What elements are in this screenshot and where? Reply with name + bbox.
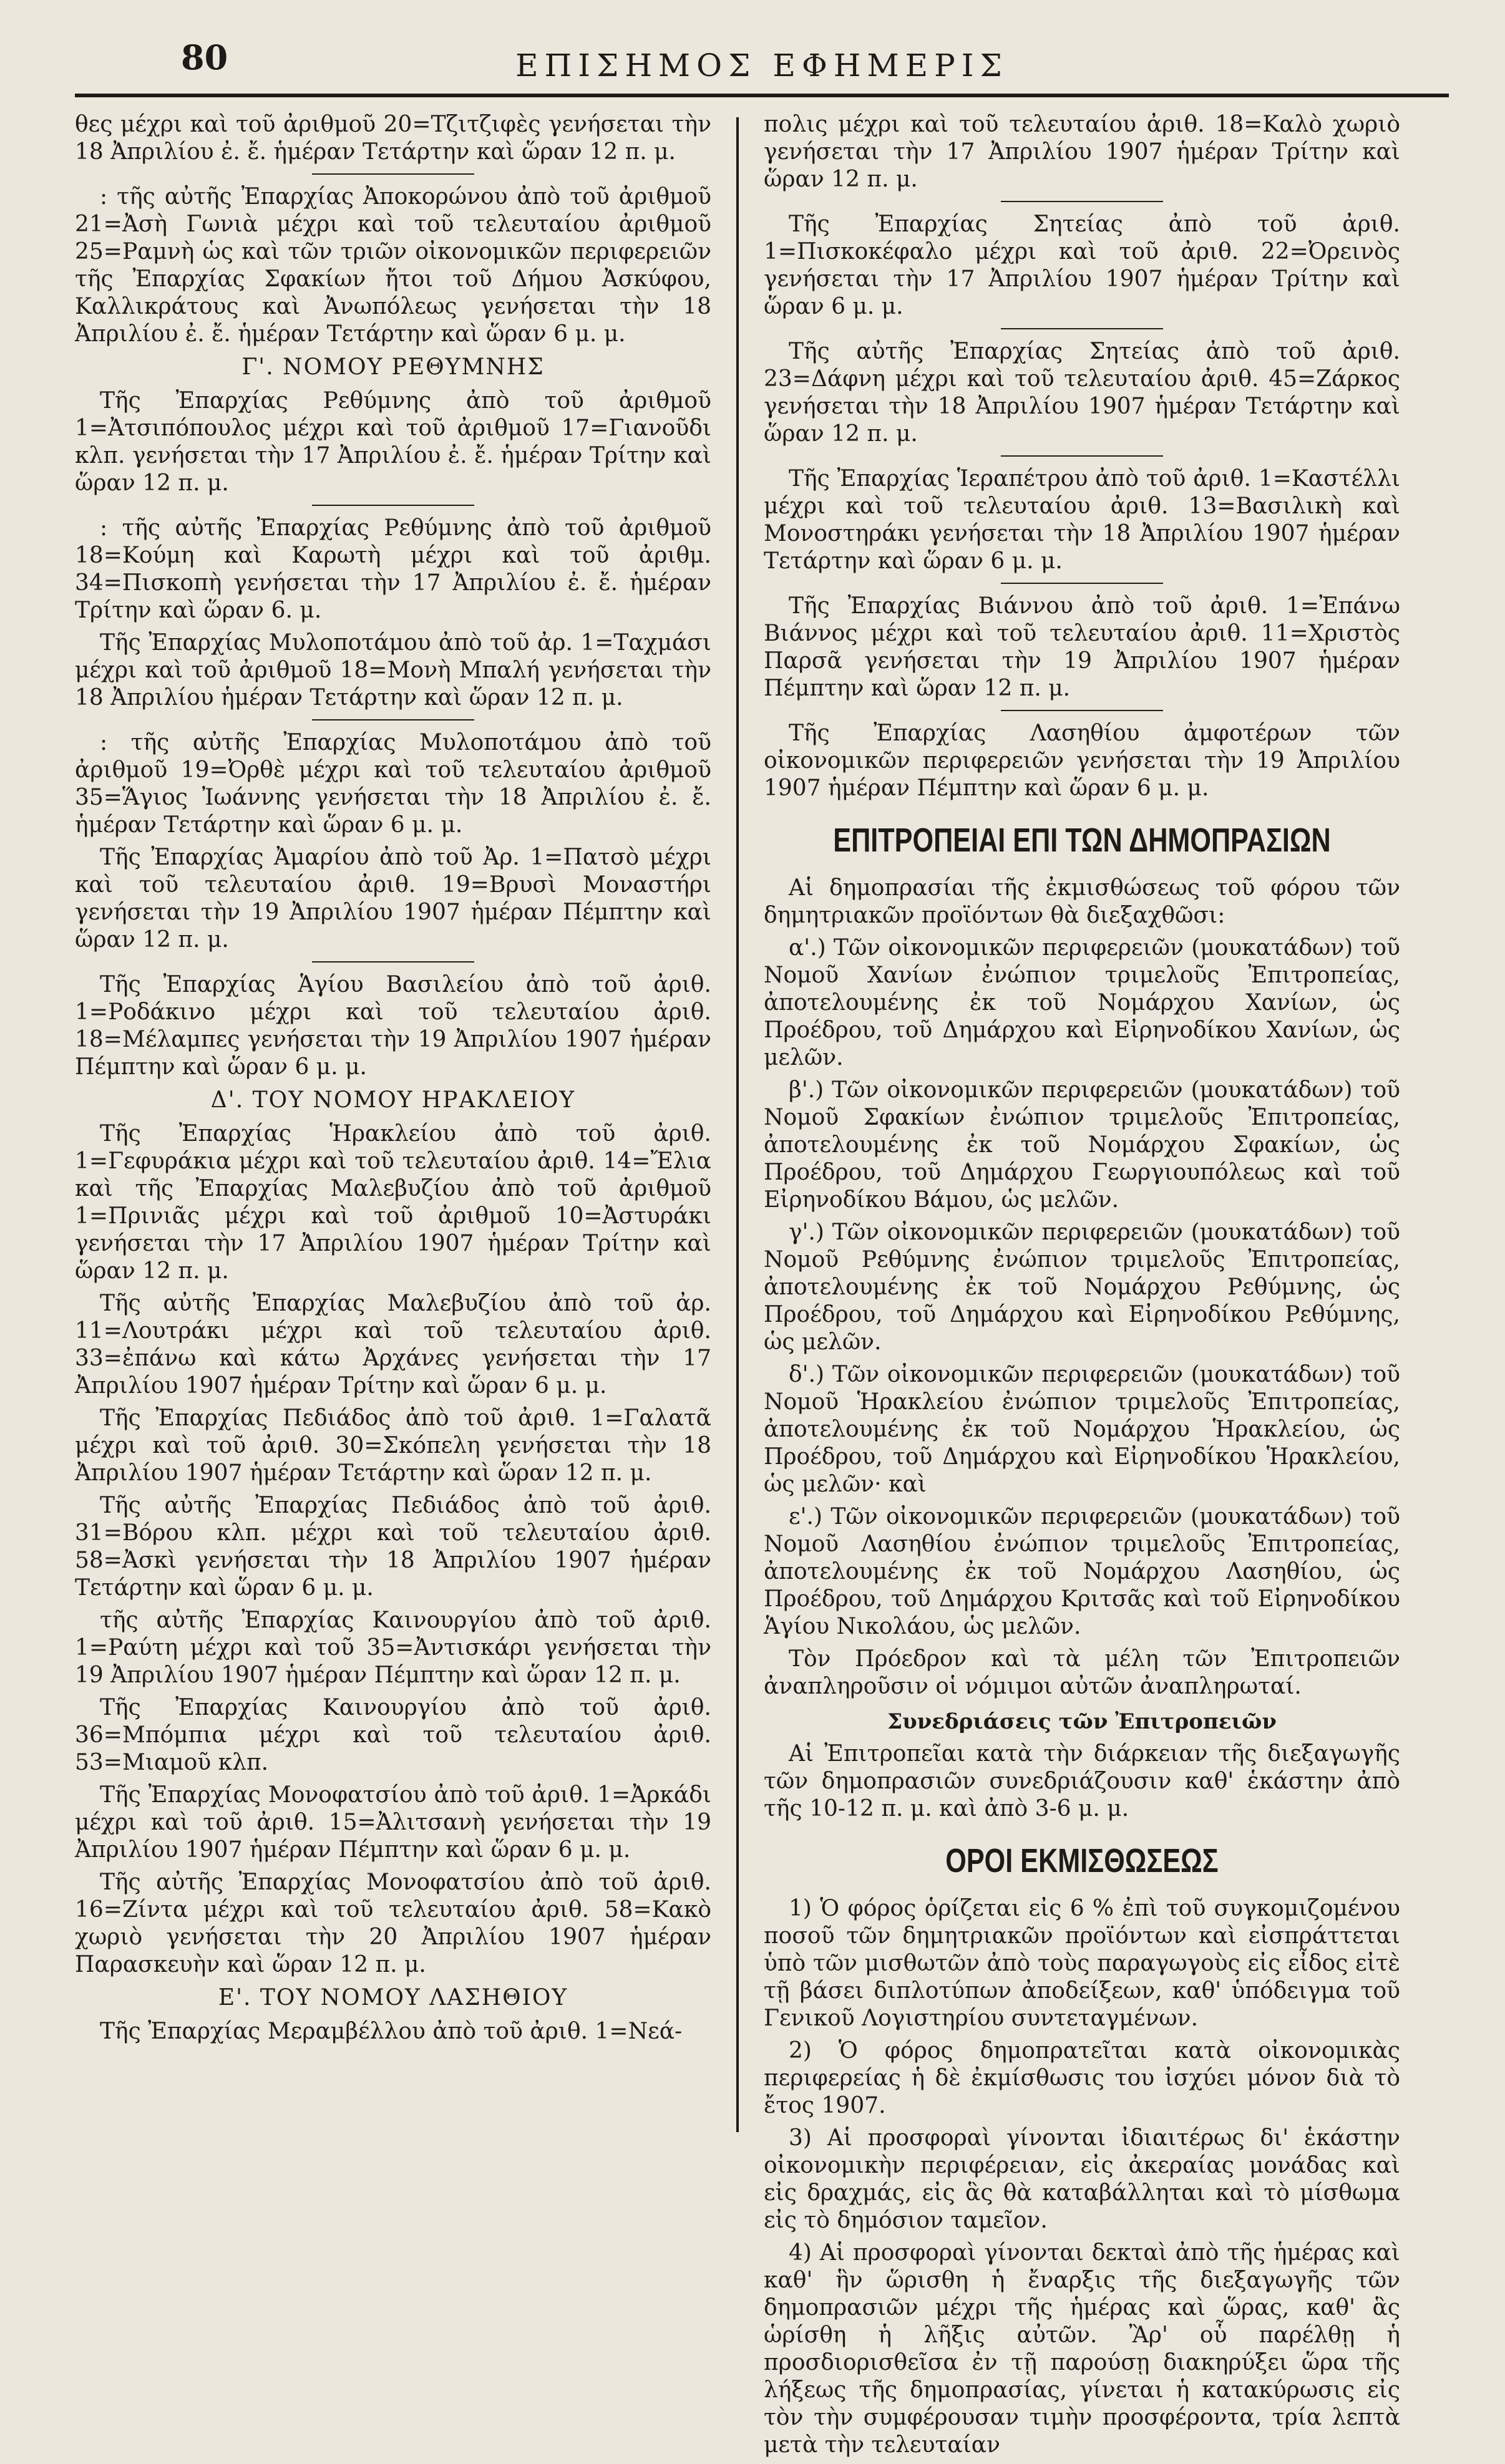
page-number: 80: [181, 37, 228, 77]
paragraph: Τῆς αὐτῆς Ἐπαρχίας Μονοφατσίου ἀπὸ τοῦ ἀριθ. 16=Ζίντα μέχρι καὶ τοῦ τελευταίου ἀριθ. 58=Κακὸ χωριὸ γενήσεται τὴν 20 Ἀπριλίου 1907 ἡμέραν Παρασκευὴν καὶ ὥραν 12 π. μ.: [75, 1870, 711, 1977]
page-header: [75, 25, 1449, 97]
paragraph: 1) Ὁ φόρος ὁρίζεται εἰς 6 % ἐπὶ τοῦ συγκομιζομένου ποσοῦ τῶν δημητριακῶν προϊόντων καὶ εἰσπράττεται ὑπὸ τῶν μισθωτῶν ἀπὸ τοὺς παραγωγοὺς εἰς εἶδος εἰτὲ τῇ βάσει διπλοτύπων ἀποδείξεων, καθ' ὑπόδειγμα τοῦ Γενικοῦ Λογιστηρίου συντεταγμένων.: [764, 1896, 1400, 2031]
paragraph: Τῆς Ἐπαρχίας Ἀμαρίου ἀπὸ τοῦ Ἀρ. 1=Πατσὸ μέχρι καὶ τοῦ τελευταίου ἀριθ. 19=Βρυσὶ Μοναστήρι γενήσεται τὴν 19 Ἀπριλίου 1907 ἡμέραν Πέμπτην καὶ ὥραν 12 π. μ.: [75, 845, 711, 953]
paragraph: Τῆς Ἐπαρχίας Καινουργίου ἀπὸ τοῦ ἀριθ. 36=Μπόμπια μέχρι καὶ τοῦ τελευταίου ἀριθ. 53=Μιαμοῦ κλπ.: [75, 1695, 711, 1775]
paragraph: 2) Ὁ φόρος δημοπρατεῖται κατὰ οἰκονομικὰς περιφερείας ἡ δὲ ἐκμίσθωσις του ἰσχύει μόνον διὰ τὸ ἔτος 1907.: [764, 2038, 1400, 2118]
separator: [312, 961, 474, 963]
separator: [312, 173, 474, 175]
paragraph: Αἱ δημοπρασίαι τῆς ἐκμισθώσεως τοῦ φόρου τῶν δημητριακῶν προϊόντων θὰ διεξαχθῶσι:: [764, 875, 1400, 928]
separator: [1001, 710, 1163, 711]
paragraph: Τῆς αὐτῆς Ἐπαρχίας Πεδιάδος ἀπὸ τοῦ ἀριθ. 31=Βόρου κλπ. μέχρι καὶ τοῦ τελευταίου ἀριθ. 58=Ἀσκὶ γενήσεται τὴν 18 Ἀπριλίου 1907 ἡμέραν Τετάρτην καὶ ὥραν 6 μ. μ.: [75, 1493, 711, 1601]
section-heading: Γ'. ΝΟΜΟΥ ΡΕΘΥΜΝΗΣ: [241, 354, 545, 380]
separator: [1001, 201, 1163, 202]
paragraph: Τὸν Πρόεδρον καὶ τὰ μέλη τῶν Ἐπιτροπειῶν ἀναπληροῦσιν οἱ νόμιμοι αὐτῶν ἀναπληρωταί.: [764, 1646, 1400, 1699]
separator: [1001, 455, 1163, 457]
paragraph: Τῆς Ἐπαρχίας Σητείας ἀπὸ τοῦ ἀριθ. 1=Πισκοκέφαλο μέχρι καὶ τοῦ ἀριθ. 22=Ὀρεινὸς γενήσεται τὴν 17 Ἀπριλίου 1907 ἡμέραν Τρίτην καὶ ὥραν 6 μ. μ.: [764, 211, 1400, 319]
paragraph: Τῆς Ἐπαρχίας Μονοφατσίου ἀπὸ τοῦ ἀριθ. 1=Ἀρκάδι μέχρι καὶ τοῦ ἀριθ. 15=Ἀλιτσανὴ γενήσεται τὴν 19 Ἀπριλίου 1907 ἡμέραν Πέμπτην καὶ ὥραν 6 μ. μ.: [75, 1782, 711, 1863]
section-heading: Ε'. ΤΟΥ ΝΟΜΟΥ ΛΑΣΗΘΙΟΥ: [218, 1985, 568, 2010]
separator: [312, 505, 474, 506]
paragraph: Τῆς Ἐπαρχίας Πεδιάδος ἀπὸ τοῦ ἀριθ. 1=Γαλατᾶ μέχρι καὶ τοῦ ἀριθ. 30=Σκόπελη γενήσεται τὴν 18 Ἀπριλίου 1907 ἡμέραν Τετάρτην καὶ ὥραν 12 π. μ.: [75, 1405, 711, 1486]
paragraph: 4) Αἱ προσφοραὶ γίνονται δεκταὶ ἀπὸ τῆς ἡμέρας καὶ καθ' ἣν ὥρισθη ἡ ἔναρξις τῆς διεξαγωγῆς τῶν δημοπρασιῶν μέχρι τῆς ἡμέρας καὶ ὥρας, καθ' ἃς ὡρίσθη ἡ λῆξις αὐτῶν. Ἂρ' οὗ παρέλθῃ ἡ προσδιορισθεῖσα ἐν τῇ παρούσῃ διακηρύξει ὥρα τῆς λήξεως τῆς δημοπρασίας, γίνεται ἡ κατακύρωσις εἰς τὸν τὴν συμφέρουσαν τιμὴν προσφέροντα, τρία λεπτὰ μετὰ τὴν τελευταίαν: [764, 2240, 1400, 2458]
section-title: ΕΠΙΤΡΟΠΕΙΑΙ ΕΠΙ ΤΩΝ ΔΗΜΟΠΡΑΣΙΩΝ: [833, 822, 1331, 859]
left-column: [75, 111, 736, 2464]
paragraph: γ'.) Τῶν οἰκονομικῶν περιφερειῶν (μουκατάδων) τοῦ Νομοῦ Ρεθύμνης ἐνώπιον τριμελοῦς Ἐπιτροπείας, ἀποτελουμένης ἐκ τοῦ Νομάρχου Ρεθύμνης, ὡς Προέδρου, τοῦ Δημάρχου καὶ Εἰρηνοδίκου Ρεθύμνης, ὡς μελῶν.: [764, 1220, 1400, 1355]
paragraph: β'.) Τῶν οἰκονομικῶν περιφερειῶν (μουκατάδων) τοῦ Νομοῦ Σφακίων ἐνώπιον τριμελοῦς Ἐπιτροπείας, ἀποτελουμένης ἐκ τοῦ Νομάρχου Σφακίων, ὡς Προέδρου, τοῦ Δημάρχου Γεωργιουπόλεως καὶ τοῦ Εἰρηνοδίκου Βάμου, ὡς μελῶν.: [764, 1077, 1400, 1213]
paragraph: Τῆς Ἐπαρχίας Ρεθύμνης ἀπὸ τοῦ ἀριθμοῦ 1=Ἀτσιπόπουλος μέχρι καὶ τοῦ ἀριθμοῦ 17=Γιανοῦδι κλπ. γενήσεται τὴν 17 Ἀπριλίου ἐ. ἔ. ἡμέραν Τρίτην καὶ ὥραν 12 π. μ.: [75, 388, 711, 496]
separator: [1001, 583, 1163, 584]
paragraph: 3) Αἱ προσφοραὶ γίνονται ἰδιαιτέρως δι' ἑκάστην οἰκονομικὴν περιφέρειαν, εἰς ἀκεραίας μονάδας καὶ εἰς δραχμάς, εἰς ἃς θὰ καταβάλληται καὶ τὸ μίσθωμα εἰς τὸ δημόσιον ταμεῖον.: [764, 2125, 1400, 2233]
paragraph: : τῆς αὐτῆς Ἐπαρχίας Ἀποκορώνου ἀπὸ τοῦ ἀριθμοῦ 21=Ἀσὴ Γωνιὰ μέχρι καὶ τοῦ τελευταίου ἀριθμοῦ 25=Ραμνὴ ὡς καὶ τῶν τριῶν οἰκονομικῶν περιφερειῶν τῆς Ἐπαρχίας Σφακίων ἤτοι τοῦ Δήμου Ἀσκύφου, Καλλικράτους καὶ Ἀνωπόλεως γενήσεται τὴν 18 Ἀπριλίου ἐ. ἔ. ἡμέραν Τετάρτην καὶ ὥραν 6 μ. μ.: [75, 184, 711, 347]
paragraph: Τῆς Ἐπαρχίας Μυλοποτάμου ἀπὸ τοῦ ἀρ. 1=Ταχμάσι μέχρι καὶ τοῦ ἀριθμοῦ 18=Μονὴ Μπαλή γενήσεται τὴν 18 Ἀπριλίου ἡμέραν Τετάρτην καὶ ὥραν 12 π. μ.: [75, 630, 711, 711]
masthead-title: ΕΠΙΣΗΜΟΣ ΕΦΗΜΕΡΙΣ: [515, 47, 1008, 84]
paragraph: Τῆς αὐτῆς Ἐπαρχίας Σητείας ἀπὸ τοῦ ἀριθ. 23=Δάφνη μέχρι καὶ τοῦ τελευταίου ἀριθ. 45=Ζάρκος γενήσεται τὴν 18 Ἀπριλίου 1907 ἡμέραν Τετάρτην καὶ ὥραν 12 π. μ.: [764, 339, 1400, 447]
paragraph: Τῆς Ἐπαρχίας Ἡρακλείου ἀπὸ τοῦ ἀριθ. 1=Γεφυράκια μέχρι καὶ τοῦ τελευταίου ἀριθ. 14=Ἔλια καὶ τῆς Ἐπαρχίας Μαλεβυζίου ἀπὸ τοῦ ἀριθμοῦ 1=Πρινιᾶς μέχρι καὶ τοῦ ἀριθμοῦ 10=Ἀστυράκι γενήσεται τὴν 17 Ἀπριλίου 1907 ἡμέραν Τρίτην καὶ ὥραν 12 π. μ.: [75, 1121, 711, 1284]
subsection-heading: Συνεδριάσεις τῶν Ἐπιτροπειῶν: [887, 1709, 1277, 1734]
paragraph: Τῆς Ἐπαρχίας Ἁγίου Βασιλείου ἀπὸ τοῦ ἀριθ. 1=Ροδάκινο μέχρι καὶ τοῦ τελευταίου ἀριθ. 18=Μέλαμπες γενήσεται τὴν 19 Ἀπριλίου 1907 ἡμέραν Πέμπτην καὶ ὥραν 6 μ. μ.: [75, 972, 711, 1080]
paragraph: : τῆς αὐτῆς Ἐπαρχίας Μυλοποτάμου ἀπὸ τοῦ ἀριθμοῦ 19=Ὀρθὲ μέχρι καὶ τοῦ τελευταίου ἀριθμοῦ 35=Ἅγιος Ἰωάννης γενήσεται τὴν 18 Ἀπριλίου ἐ. ἔ. ἡμέραν Τετάρτην καὶ ὥραν 6 μ. μ.: [75, 730, 711, 838]
columns: [75, 111, 1449, 2464]
paragraph: Αἱ Ἐπιτροπεῖαι κατὰ τὴν διάρκειαν τῆς διεξαγωγῆς τῶν δημοπρασιῶν συνεδριάζουσιν καθ' ἑκάστην ἀπὸ τῆς 10-12 π. μ. καὶ ἀπὸ 3-6 μ. μ.: [764, 1741, 1400, 1821]
paragraph: Τῆς Ἐπαρχίας Μεραμβέλλου ἀπὸ τοῦ ἀριθ. 1=Νεά-: [100, 2019, 683, 2044]
paragraph: δ'.) Τῶν οἰκονομικῶν περιφερειῶν (μουκατάδων) τοῦ Νομοῦ Ἡρακλείου ἐνώπιον τριμελοῦς Ἐπιτροπείας, ἀποτελουμένης ἐκ τοῦ Νομάρχου Ἡρακλείου, ὡς Προέδρου, τοῦ Δημάρχου καὶ Εἰρηνοδίκου Ἡρακλείου, ὡς μελῶν· καὶ: [764, 1362, 1400, 1497]
separator: [1001, 328, 1163, 329]
separator: [312, 719, 474, 720]
section-heading: Δ'. ΤΟΥ ΝΟΜΟΥ ΗΡΑΚΛΕΙΟΥ: [210, 1087, 576, 1113]
paragraph: Τῆς Ἐπαρχίας Βιάννου ἀπὸ τοῦ ἀριθ. 1=Ἐπάνω Βιάννος μέχρι καὶ τοῦ τελευταίου ἀριθ. 11=Χριστὸς Παρσᾶ γενήσεται τὴν 19 Ἀπριλίου 1907 ἡμέραν Πέμπτην καὶ ὥραν 12 π. μ.: [764, 593, 1400, 701]
paragraph: Τῆς Ἐπαρχίας Λασηθίου ἀμφοτέρων τῶν οἰκονομικῶν περιφερειῶν γενήσεται τὴν 19 Ἀπριλίου 1907 ἡμέραν Πέμπτην καὶ ὥραν 6 μ. μ.: [764, 720, 1400, 801]
right-column: [739, 111, 1400, 2464]
section-title: ΟΡΟΙ ΕΚΜΙΣΘΩΣΕΩΣ: [945, 1842, 1219, 1880]
paragraph: : τῆς αὐτῆς Ἐπαρχίας Ρεθύμνης ἀπὸ τοῦ ἀριθμοῦ 18=Κούμη καὶ Καρωτὴ μέχρι καὶ τοῦ ἀριθμ. 34=Πισκοπὴ γενήσεται τὴν 17 Ἀπριλίου ἐ. ἔ. ἡμέραν Τρίτην καὶ ὥραν 6. μ.: [75, 515, 711, 623]
paragraph: α'.) Τῶν οἰκονομικῶν περιφερειῶν (μουκατάδων) τοῦ Νομοῦ Χανίων ἐνώπιον τριμελοῦς Ἐπιτροπείας, ἀποτελουμένης ἐκ τοῦ Νομάρχου Χανίων, ὡς Προέδρου, τοῦ Δημάρχου καὶ Εἰρηνοδίκου Χανίων, ὡς μελῶν.: [764, 935, 1400, 1070]
paragraph: ε'.) Τῶν οἰκονομικῶν περιφερειῶν (μουκατάδων) τοῦ Νομοῦ Λασηθίου ἐνώπιον τριμελοῦς Ἐπιτροπείας, ἀποτελουμένης ἐκ τοῦ Νομάρχου Λασηθίου, ὡς Προέδρου, τοῦ Δημάρχου Κριτσᾶς καὶ τοῦ Εἰρηνοδίκου Ἁγίου Νικολάου, ὡς μελῶν.: [764, 1504, 1400, 1639]
paragraph: θες μέχρι καὶ τοῦ ἀριθμοῦ 20=Τζιτζιφὲς γενήσεται τὴν 18 Ἀπριλίου ἐ. ἔ. ἡμέραν Τετάρτην καὶ ὥραν 12 π. μ.: [75, 112, 711, 165]
paragraph: Τῆς αὐτῆς Ἐπαρχίας Μαλεβυζίου ἀπὸ τοῦ ἀρ. 11=Λουτράκι μέχρι καὶ τοῦ τελευταίου ἀριθ. 33=ἐπάνω καὶ κάτω Ἀρχάνες γενήσεται τὴν 17 Ἀπριλίου 1907 ἡμέραν Τρίτην καὶ ὥραν 6 μ. μ.: [75, 1291, 711, 1399]
paragraph: τῆς αὐτῆς Ἐπαρχίας Καινουργίου ἀπὸ τοῦ ἀριθ. 1=Ραύτη μέχρι καὶ τοῦ 35=Ἀντισκάρι γενήσεται τὴν 19 Ἀπριλίου 1907 ἡμέραν Πέμπτην καὶ ὥραν 12 π. μ.: [75, 1608, 711, 1688]
paragraph: Τῆς Ἐπαρχίας Ἱεραπέτρου ἀπὸ τοῦ ἀριθ. 1=Καστέλλι μέχρι καὶ τοῦ τελευταίου ἀριθ. 13=Βασιλικὴ καὶ Μονοστηράκι γενήσεται τὴν 18 Ἀπριλίου 1907 ἡμέραν Τετάρτην καὶ ὥραν 6 μ. μ.: [764, 466, 1400, 574]
paragraph: πολις μέχρι καὶ τοῦ τελευταίου ἀριθ. 18=Καλὸ χωριὸ γενήσεται τὴν 17 Ἀπριλίου 1907 ἡμέραν Τρίτην καὶ ὥραν 12 π. μ.: [764, 112, 1400, 192]
